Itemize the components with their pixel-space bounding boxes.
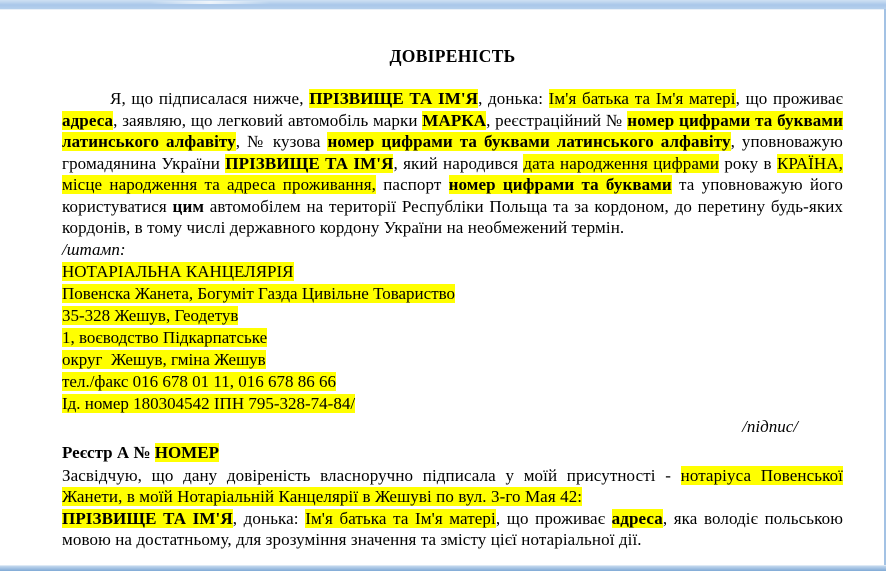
text-run: , яка володіє польською мовою на достатньому, для зрозуміння значення та змісту цієї нотаріальної дії. xyxy=(62,508,843,549)
window-bottom-border xyxy=(0,565,886,571)
text-run: Я, що підписалася нижче, xyxy=(110,89,310,108)
text-run: адреса xyxy=(611,508,663,528)
document-title: ДОВІРЕНІСТЬ xyxy=(389,46,516,66)
text-run: НОМЕР xyxy=(154,442,219,462)
text-run: дата народження цифрами xyxy=(523,153,720,173)
window-top-border xyxy=(0,0,886,10)
text-run: , донька: xyxy=(478,89,549,108)
text-run: , уповноважую громадянина України xyxy=(62,132,843,173)
stamp-line: Повенска Жанета, Богуміт Газда Цивільне Товариство xyxy=(62,283,456,303)
stamp-line: Ід. номер 180304542 ІПН 795-328-74-84/ xyxy=(62,393,356,413)
text-run: , заявляю, що легковий автомобіль марки xyxy=(113,110,423,130)
stamp-line: 35-328 Жешув, Геодетув xyxy=(62,305,239,325)
text-run: , що проживає xyxy=(735,89,843,108)
stamp-label: /штамп: xyxy=(62,239,126,259)
text-run: Засвідчую, що дану довіреність власноручно підписала у моїй присутності - xyxy=(62,465,681,485)
text-run: номер цифрами та буквами латинського алфавіту xyxy=(327,132,731,151)
text-run: та уповноважую його користуватися xyxy=(62,175,843,216)
registry-number-line xyxy=(62,441,843,464)
certification-paragraph xyxy=(62,465,843,551)
document-page[interactable] xyxy=(0,10,884,566)
text-run: автомобілем на території Республіки Польща та за кордоном, до перетину будь-яких кордонів, в тому числі державного кордону України на необмежений термін. xyxy=(62,196,843,237)
text-run: ПРІЗВИЩЕ ТА ІМ'Я xyxy=(309,89,479,108)
text-run: , реєстраційний № xyxy=(486,110,628,130)
stamp-line: НОТАРІАЛЬНА КАНЦЕЛЯРІЯ xyxy=(62,261,294,281)
text-run: КРАЇНА, місце народження та адреса проживання, xyxy=(62,153,843,194)
stamp-line: тел./факс 016 678 01 11, 016 678 86 66 xyxy=(62,371,336,391)
text-run: ПРІЗВИЩЕ ТА ІМ'Я xyxy=(225,153,394,173)
text-run: , № кузова xyxy=(235,132,328,151)
text-run: паспорт xyxy=(376,175,449,194)
text-run: адреса xyxy=(62,110,114,130)
stamp-line: 1, воєводство Підкарпатське xyxy=(62,327,268,347)
authorization-paragraph xyxy=(62,88,843,239)
text-run: ПРІЗВИЩЕ ТА ІМ'Я xyxy=(62,508,233,528)
text-run: , донька: xyxy=(232,508,306,528)
text-run: цим xyxy=(172,196,205,216)
text-run: Ім'я батька та Ім'я матері xyxy=(548,89,736,108)
text-run: Ім'я батька та Ім'я матері xyxy=(305,508,496,528)
text-run: , який народився xyxy=(393,153,524,173)
text-run: нотаріуса Повенської Жанети, в моїй Нотаріальній Канцелярії в Жешуві по вул. 3-го Мая 42: xyxy=(62,465,844,506)
text-run: року в xyxy=(719,153,777,173)
text-run: номер цифрами та буквами xyxy=(448,175,672,194)
signature-label: /підпис/ xyxy=(742,416,798,436)
text-run: номер цифрами та буквами латинського алфавіту xyxy=(62,110,843,151)
notary-stamp-block xyxy=(62,261,843,415)
text-run: МАРКА xyxy=(422,110,487,130)
text-run: Реєстр А № xyxy=(62,442,155,462)
stamp-line: округ Жешув, гміна Жешув xyxy=(62,349,266,369)
text-run: , що проживає xyxy=(495,508,612,528)
